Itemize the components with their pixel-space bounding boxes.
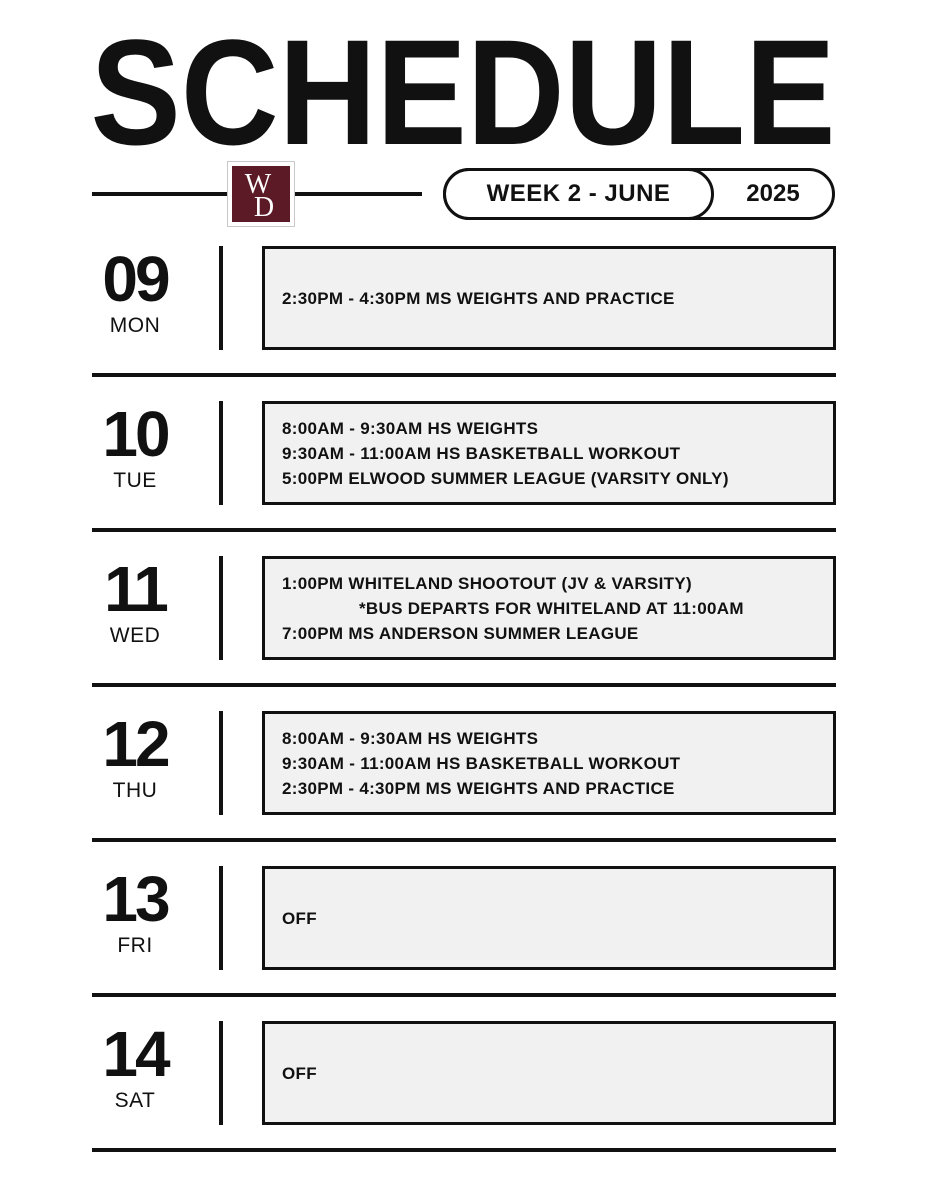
event-box xyxy=(262,246,836,350)
day-number: 13 xyxy=(102,863,168,935)
row-divider xyxy=(92,1148,836,1152)
page-title xyxy=(88,30,839,158)
day-divider xyxy=(219,711,223,815)
day-number: 11 xyxy=(104,553,166,625)
title-text: SCHEDULE xyxy=(90,30,836,158)
day-row-fri xyxy=(0,863,927,970)
day-divider xyxy=(219,401,223,505)
day-name: THU xyxy=(112,779,158,802)
day-row-mon xyxy=(0,243,927,350)
day-name: MON xyxy=(109,314,161,337)
row-divider xyxy=(92,528,836,532)
event-line: 1:00PM WHITELAND SHOOTOUT (JV & VARSITY) xyxy=(282,573,692,593)
event-line: OFF xyxy=(282,1063,317,1083)
day-row-wed xyxy=(0,553,927,660)
event-box xyxy=(262,401,836,505)
row-divider xyxy=(92,838,836,842)
row-divider xyxy=(92,993,836,997)
event-line: 9:30AM - 11:00AM HS BASKETBALL WORKOUT xyxy=(282,443,681,463)
event-box xyxy=(262,1021,836,1125)
week-label: WEEK 2 - JUNE xyxy=(443,168,714,220)
event-line: OFF xyxy=(282,908,317,928)
row-divider xyxy=(92,373,836,377)
day-name: FRI xyxy=(117,934,153,957)
svg-text:D: D xyxy=(253,192,275,222)
day-row-thu xyxy=(0,708,927,815)
header-divider-left xyxy=(92,192,228,196)
day-row-sat xyxy=(0,1018,927,1125)
day-name: TUE xyxy=(113,469,157,492)
event-line: 9:30AM - 11:00AM HS BASKETBALL WORKOUT xyxy=(282,753,681,773)
logo-emblem xyxy=(232,166,290,222)
event-line: 8:00AM - 9:30AM HS WEIGHTS xyxy=(282,418,539,438)
event-box xyxy=(262,556,836,660)
day-divider xyxy=(219,1021,223,1125)
row-divider xyxy=(92,683,836,687)
event-line: 2:30PM - 4:30PM MS WEIGHTS AND PRACTICE xyxy=(282,288,675,308)
event-box xyxy=(262,866,836,970)
svg-text:W: W xyxy=(244,169,272,200)
day-number: 10 xyxy=(102,398,168,470)
school-logo xyxy=(227,161,295,227)
event-line: 8:00AM - 9:30AM HS WEIGHTS xyxy=(282,728,539,748)
event-note: *BUS DEPARTS FOR WHITELAND AT 11:00AM xyxy=(359,598,744,618)
day-divider xyxy=(219,246,223,350)
year-label: 2025 xyxy=(746,180,800,207)
day-number: 12 xyxy=(102,708,168,780)
event-line: 5:00PM ELWOOD SUMMER LEAGUE (VARSITY ONLY) xyxy=(282,468,729,488)
event-line: 2:30PM - 4:30PM MS WEIGHTS AND PRACTICE xyxy=(282,778,675,798)
day-number: 14 xyxy=(102,1018,168,1090)
day-divider xyxy=(219,866,223,970)
header-divider-right xyxy=(294,192,422,196)
day-number: 09 xyxy=(102,243,168,315)
day-divider xyxy=(219,556,223,660)
week-selector xyxy=(443,168,835,220)
event-box xyxy=(262,711,836,815)
event-line: 7:00PM MS ANDERSON SUMMER LEAGUE xyxy=(282,623,639,643)
day-name: WED xyxy=(109,624,161,647)
day-name: SAT xyxy=(114,1089,156,1112)
day-row-tue xyxy=(0,398,927,505)
